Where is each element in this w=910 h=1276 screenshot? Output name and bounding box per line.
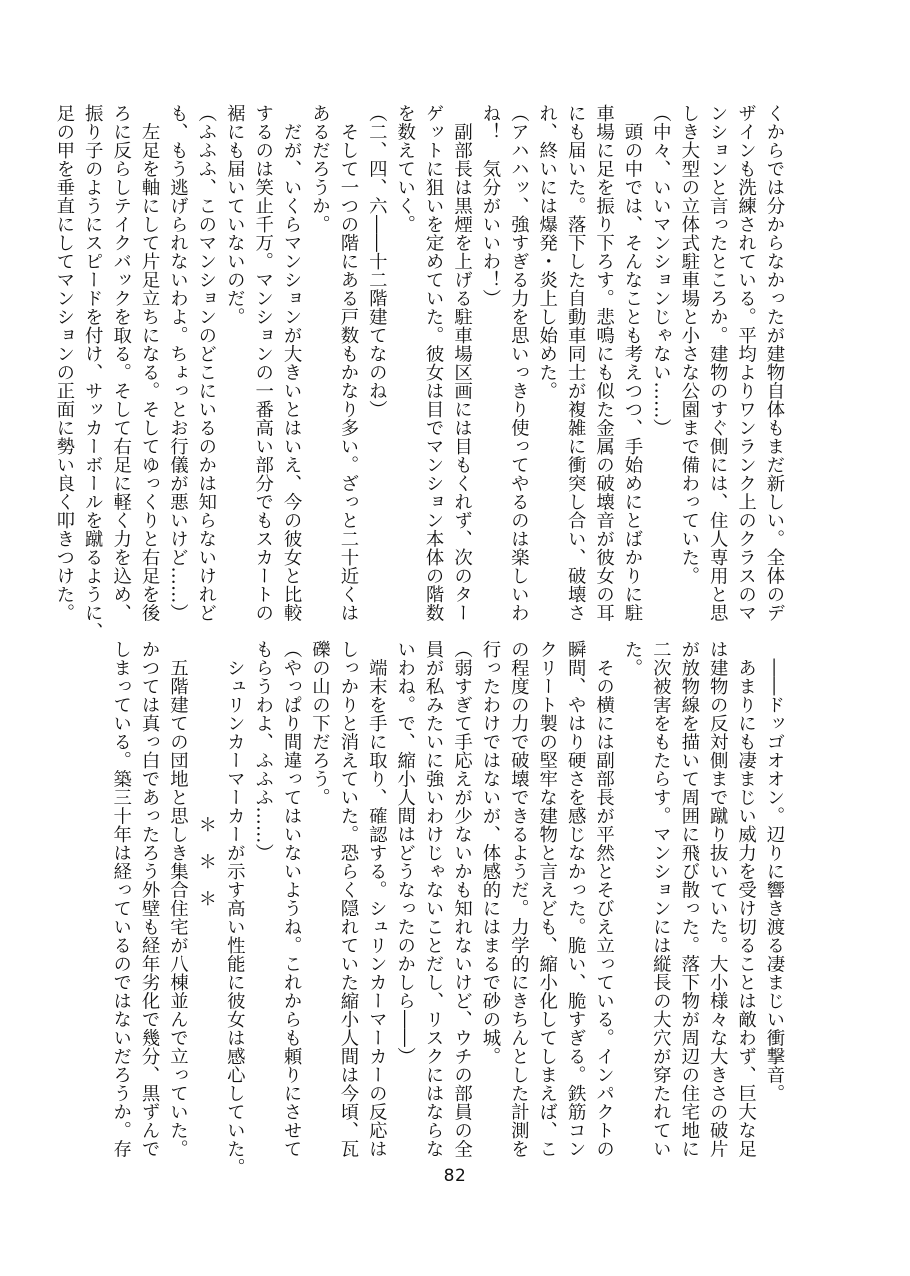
bottom-text-line: いわね。で、縮小人間はどうなったのかしら――） bbox=[394, 640, 416, 1066]
bottom-text-line: 五階建ての団地と思しき集合住宅が八棟並んで立っていた。 bbox=[167, 640, 189, 1158]
top-text-line: を数えていく。 bbox=[394, 104, 416, 234]
top-text-line: 振り子のようにスピードを付け、サッカーボールを蹴るように、 bbox=[82, 104, 104, 641]
text-block-top bbox=[28, 104, 788, 641]
top-text-line: あるだろうか。 bbox=[309, 104, 331, 234]
bottom-text-line: クリート製の堅牢な建物と言えども、縮小化してしまえば、こ bbox=[536, 640, 558, 1158]
top-text-line: にも届いた。落下した自動車同士が複雑に衝突し合い、破壊さ bbox=[565, 104, 587, 622]
top-text-line: しき大型の立体式駐車場と小さな公園まで備わっていた。 bbox=[678, 104, 700, 585]
top-text-line: ンションと言ったところか。建物のすぐ側には、住人専用と思 bbox=[707, 104, 729, 622]
top-text-line: ゲットに狙いを定めていた。彼女は目でマンション本体の階数 bbox=[423, 104, 445, 622]
bottom-text-line: シュリンカーマーカーが示す高い性能に彼女は感心していた。 bbox=[224, 640, 246, 1177]
top-text-line: 頭の中では、そんなことも考えつつ、手始めにとばかりに駐 bbox=[621, 104, 643, 622]
top-text-line: ろに反らしテイクバックを取る。そして右足に軽く力を込め、 bbox=[110, 104, 132, 622]
page-number: 82 bbox=[443, 1166, 467, 1186]
top-text-line: れ、終いには爆発・炎上し始めた。 bbox=[536, 104, 558, 400]
bottom-text-line: かつては真っ白であったろう外壁も経年劣化で幾分、黒ずんで bbox=[139, 640, 161, 1158]
top-text-line: （ふふふ、このマンションのどこにいるのかは知らないけれど bbox=[195, 104, 217, 622]
bottom-text-line: 二次被害をもたらす。マンションには縦長の大穴が穿たれてい bbox=[650, 640, 672, 1158]
bottom-text-line: 礫の山の下だろう。 bbox=[309, 640, 331, 807]
bottom-text-line: 端末を手に取り、確認する。シュリンカーマーカーの反応は bbox=[366, 640, 388, 1158]
top-text-line: 左足を軸にして片足立ちになる。そしてゆっくりと右足を後 bbox=[139, 104, 161, 622]
bottom-text-line: あまりにも凄まじい威力を受け切ることは敵わず、巨大な足 bbox=[735, 640, 757, 1158]
top-text-line: くからでは分からなかったが建物自体もまだ新しい。全体のデ bbox=[764, 104, 785, 622]
top-text-line: 副部長は黒煙を上げる駐車場区画には目もくれず、次のター bbox=[451, 104, 473, 622]
top-text-line: ね！ 気分がいいわ！） bbox=[479, 104, 501, 308]
top-text-line: （アハハッ、強すぎる力を思いっきり使ってやるのは楽しいわ bbox=[508, 104, 530, 622]
top-text-line: も、もう逃げられないわよ。ちょっとお行儀が悪いけど……） bbox=[167, 104, 189, 622]
top-text-line: 裾にも届いていないのだ。 bbox=[224, 104, 246, 326]
bottom-text-line: （弱すぎて手応えが少ないかも知れないけど、ウチの部員の全 bbox=[451, 640, 473, 1158]
top-text-line: だが、いくらマンションが大きいとはいえ、今の彼女と比較 bbox=[281, 104, 303, 622]
bottom-text-line: その横には副部長が平然とそびえ立っている。インパクトの bbox=[593, 640, 615, 1158]
bottom-text-line: 行ったわけではないが、体感的にはまるで砂の城。 bbox=[479, 640, 501, 1066]
top-text-line: ザインも洗練されている。平均よりワンランク上のクラスのマ bbox=[735, 104, 757, 622]
bottom-text-line: しっかりと消えていた。恐らく隠れていた縮小人間は今頃、瓦 bbox=[337, 640, 359, 1158]
bottom-text-line: の程度の力で破壊できるようだ。力学的にきちんとした計測を bbox=[508, 640, 530, 1158]
top-text-line: （中々、いいマンションじゃない……） bbox=[650, 104, 672, 437]
bottom-text-line: もらうわよ、ふふふ……） bbox=[252, 640, 274, 862]
top-text-line: 車場に足を振り下ろす。悲鳴にも似た金属の破壊音が彼女の耳 bbox=[593, 104, 615, 622]
bottom-text-line: ――ドッゴオオン。辺りに響き渡る凄まじい衝撃音。 bbox=[764, 640, 785, 1103]
bottom-text-line: は建物の反対側まで蹴り抜いていた。大小様々な大きさの破片 bbox=[707, 640, 729, 1158]
top-text-line: （二、四、六――十二階建てなのね） bbox=[366, 104, 388, 419]
top-text-line: 足の甲を垂直にしてマンションの正面に勢い良く叩きつけた。 bbox=[53, 104, 75, 622]
bottom-text-line: た。 bbox=[621, 640, 643, 677]
bottom-text-line: 瞬間、やはり硬さを感じなかった。脆い、脆すぎる。鉄筋コン bbox=[565, 640, 587, 1158]
bottom-text-line: （やっぱり間違ってはいないようね。これからも頼りにさせて bbox=[281, 640, 303, 1158]
top-text-line: するのは笑止千万。マンションの一番高い部分でもスカートの bbox=[252, 104, 274, 622]
top-text-line: そして一つの階にある戸数もかなり多い。ざっと二十近くは bbox=[337, 104, 359, 622]
bottom-text-line: 員が私みたいに強いわけじゃないことだし、リスクにはならな bbox=[423, 640, 445, 1158]
bottom-text-line: が放物線を描いて周囲に飛び散った。落下物が周辺の住宅地に bbox=[678, 640, 700, 1158]
section-break-asterisks: ＊ ＊ ＊ bbox=[195, 815, 217, 908]
bottom-text-line: しまっている。築三十年は経っているのではないだろうか。存 bbox=[110, 640, 132, 1158]
